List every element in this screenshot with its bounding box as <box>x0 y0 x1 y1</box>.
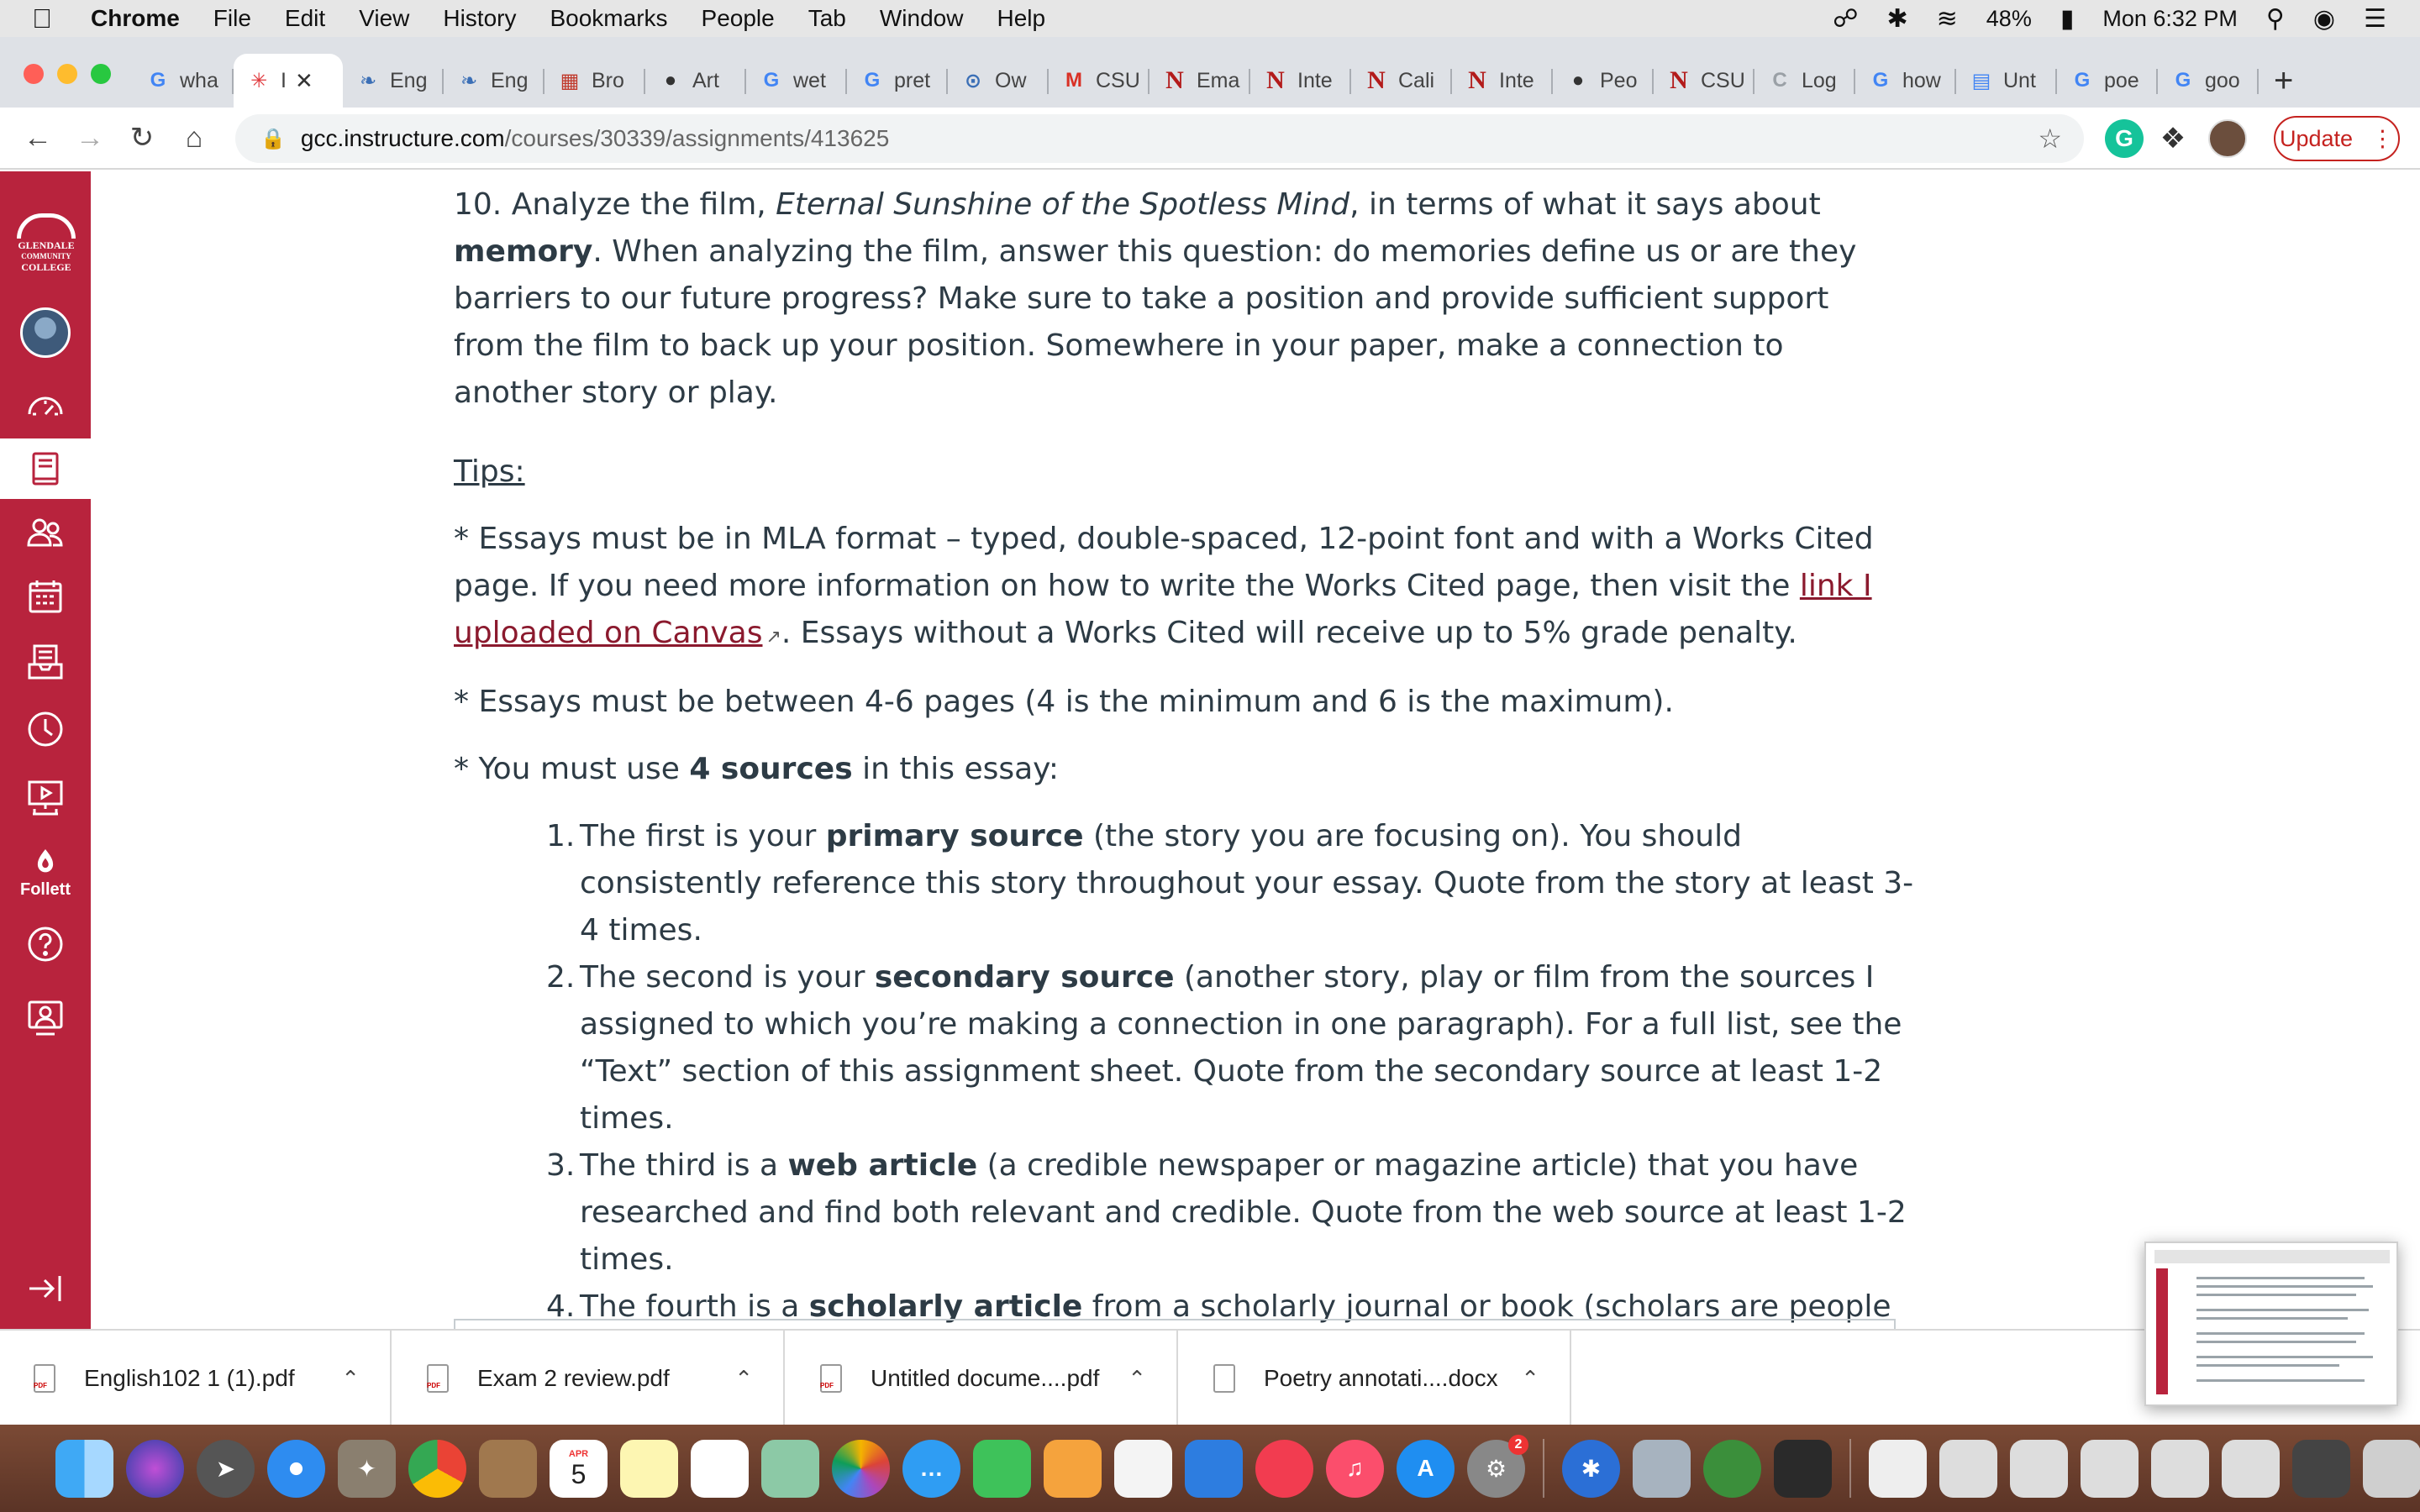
dashboard-icon[interactable] <box>0 375 91 435</box>
browser-tab[interactable] <box>1049 54 1150 108</box>
edge-icon: ❧ <box>460 69 478 92</box>
download-filename: Untitled docume....pdf <box>871 1365 1100 1391</box>
menu-history[interactable]: History <box>443 5 517 31</box>
document-file-icon <box>1213 1364 1235 1393</box>
source-item: 2. The second is your secondary source (another story, play or film from the sources I assigned to which you’re making a connection in one paragraph). For a full list, see the “Text” section of this assignment sheet. Quote from the secondary source at least 1-2 times. <box>580 954 1924 1142</box>
menu-bookmarks[interactable]: Bookmarks <box>550 5 668 31</box>
chevron-up-icon[interactable]: ⌃ <box>341 1365 360 1391</box>
window-preview-6[interactable] <box>2292 1440 2350 1498</box>
app-store-icon[interactable]: A <box>1397 1440 1455 1498</box>
window-preview-1[interactable] <box>1939 1440 1997 1498</box>
tab-label: Peo <box>1600 68 1638 92</box>
tab-label: Bro <box>592 68 624 92</box>
grammarly-icon[interactable]: G <box>2105 119 2144 158</box>
n-icon: N <box>1165 66 1184 94</box>
creative-cloud-icon[interactable]: ☍ <box>1833 4 1859 33</box>
bluetooth-file-exchange-icon[interactable]: ✱ <box>1562 1440 1620 1498</box>
macos-menu-bar <box>0 0 2420 37</box>
news-icon[interactable] <box>1255 1440 1313 1498</box>
window-preview-4[interactable] <box>2151 1440 2209 1498</box>
bluetooth-icon[interactable]: ✱ <box>1886 4 1908 33</box>
source-number: 1. <box>546 819 576 853</box>
browser-tab[interactable] <box>1150 54 1250 108</box>
menu-people[interactable]: People <box>701 5 775 31</box>
browser-tab[interactable] <box>1754 54 1855 108</box>
browser-tab[interactable] <box>847 54 948 108</box>
tab-label: pret <box>894 68 931 92</box>
cas-icon: C <box>1772 69 1787 92</box>
chevron-up-icon[interactable]: ⌃ <box>1521 1365 1539 1391</box>
bookmark-star-icon[interactable]: ☆ <box>2038 123 2062 154</box>
tab-label: Ema <box>1197 68 1240 92</box>
history-clock-icon[interactable] <box>0 699 91 759</box>
cursor-app-icon[interactable] <box>1703 1440 1761 1498</box>
trash-icon[interactable] <box>2363 1440 2420 1498</box>
apple-icon[interactable] <box>32 3 64 34</box>
browser-tab[interactable] <box>2158 54 2259 108</box>
close-tab-icon[interactable]: ✕ <box>294 67 313 93</box>
browser-tab[interactable] <box>1250 54 1351 108</box>
menu-items <box>91 5 1079 32</box>
google-icon: G <box>2175 69 2191 92</box>
reminders-icon[interactable] <box>691 1440 749 1498</box>
glendale-college-logo[interactable]: GLENDALE COMMUNITY COLLEGE <box>7 213 86 264</box>
system-preferences-icon[interactable]: ⚙ 2 <box>1467 1440 1525 1498</box>
downloads-bar <box>0 1329 2420 1425</box>
tutoring-icon[interactable] <box>0 988 91 1048</box>
download-item[interactable] <box>393 1331 785 1426</box>
tab-label: Unt <box>2003 68 2036 92</box>
studio-video-icon[interactable] <box>0 768 91 828</box>
maps-icon[interactable] <box>761 1440 819 1498</box>
menu-clock[interactable]: Mon 6:32 PM <box>2102 5 2238 31</box>
tab-label: CSU <box>1096 68 1140 92</box>
tabs <box>133 54 2293 108</box>
chevron-up-icon[interactable]: ⌃ <box>734 1365 753 1391</box>
download-item[interactable] <box>0 1331 392 1426</box>
battery-icon[interactable]: ▮ <box>2060 4 2075 33</box>
grid-icon: ▦ <box>560 69 580 92</box>
window-preview-5[interactable] <box>2222 1440 2280 1498</box>
browser-tab[interactable] <box>343 54 444 108</box>
forward-arrow-icon[interactable]: → <box>76 121 104 154</box>
screenshot-thumbnail[interactable] <box>2144 1242 2398 1406</box>
menu-window[interactable]: Window <box>879 5 964 31</box>
sources-tip: * You must use 4 sources in this essay: <box>454 752 1059 786</box>
google-icon: G <box>864 69 881 92</box>
menu-file[interactable]: File <box>213 5 251 31</box>
safari-icon[interactable] <box>267 1440 325 1498</box>
spotlight-search-icon[interactable]: ⚲ <box>2265 4 2285 33</box>
battery-percent[interactable]: 48% <box>1986 5 2032 31</box>
back-arrow-icon[interactable]: ← <box>24 121 52 154</box>
wifi-icon[interactable]: ≋ <box>1936 4 1958 33</box>
download-filename: Exam 2 review.pdf <box>477 1365 670 1391</box>
url-path: /courses/30339/assignments/413625 <box>504 125 890 151</box>
download-filename: English102 1 (1).pdf <box>84 1365 295 1391</box>
menu-view[interactable]: View <box>359 5 410 31</box>
groups-icon[interactable] <box>0 502 91 563</box>
n-icon: N <box>1670 66 1688 94</box>
help-icon[interactable] <box>0 914 91 974</box>
update-label: Update <box>2279 125 2354 151</box>
tab-label: CSU <box>1701 68 1745 92</box>
tab-label: how <box>1902 68 1941 92</box>
browser-tab[interactable] <box>1956 54 2057 108</box>
globe-icon: ● <box>664 69 677 92</box>
google-icon: G <box>763 69 780 92</box>
tab-label: Ow <box>995 68 1027 92</box>
download-filename: Poetry annotati....docx <box>1264 1365 1498 1391</box>
browser-tab[interactable] <box>2057 54 2158 108</box>
menu-edit[interactable]: Edit <box>284 5 326 31</box>
gmail-icon: M <box>1065 69 1082 92</box>
source-item: 1. The first is your primary source (the story you are focusing on). You should consistently reference this story throughout your essay. Quote from the story at least 3-4 times. <box>580 813 1924 954</box>
home-icon[interactable]: ⌂ <box>185 121 203 154</box>
window-controls <box>24 64 111 84</box>
tab-label: Eng <box>491 68 529 92</box>
follett-icon[interactable] <box>0 835 91 911</box>
source-item: 3. The third is a web article (a credible newspaper or magazine article) that you have researched and find both relevant and credible. Quote from the web source at least 1-2 times. <box>580 1142 1924 1284</box>
tab-label: Inte <box>1499 68 1534 92</box>
photos-icon[interactable] <box>832 1440 890 1498</box>
n-icon: N <box>1266 66 1285 94</box>
status-area <box>1833 0 2386 37</box>
tab-label: I <box>281 68 287 92</box>
tab-label: Inte <box>1297 68 1333 92</box>
tab-label: Art <box>692 68 719 92</box>
tab-label: wet <box>793 68 826 92</box>
menu-tab[interactable]: Tab <box>808 5 846 31</box>
update-button[interactable] <box>2274 116 2400 161</box>
siri-dock-icon[interactable] <box>126 1440 184 1498</box>
music-icon[interactable]: ♫ <box>1326 1440 1384 1498</box>
source-number: 3. <box>546 1148 576 1183</box>
inbox-icon[interactable] <box>0 632 91 692</box>
canvas-global-nav <box>0 171 91 1329</box>
notebook-icon[interactable] <box>479 1440 537 1498</box>
download-item[interactable] <box>1180 1331 1571 1426</box>
tab-label: poe <box>2104 68 2139 92</box>
external-link-icon[interactable]: ↗ <box>765 627 781 648</box>
tab-label: goo <box>2205 68 2240 92</box>
globe-icon: ● <box>1571 69 1585 92</box>
browser-tab[interactable] <box>1553 54 1654 108</box>
source-item: 4. The fourth is a scholarly article from a scholarly journal or book (scholars are people <box>580 1284 1924 1425</box>
browser-tab[interactable] <box>234 54 343 108</box>
prompt-paragraph: 10. Analyze the film, Eternal Sunshine of the Spotless Mind, in terms of what it says about memory. When analyzing the film, answer this question: do memories define us or are they barriers to our future progress? Make sure to take a position and provide sufficient support from the film to back up your position. Somewhere in your paper, make a connection to another story or play. <box>454 187 1857 410</box>
profile-avatar[interactable] <box>2208 119 2247 158</box>
menu-app-name[interactable]: Chrome <box>91 5 180 31</box>
edge-icon: ❧ <box>359 69 377 92</box>
launchpad-icon[interactable]: ➤ <box>197 1440 255 1498</box>
pdf-file-icon <box>820 1364 842 1393</box>
numbers-icon[interactable] <box>1114 1440 1172 1498</box>
owl-icon: ⊙ <box>964 69 982 92</box>
browser-tab[interactable] <box>1855 54 1956 108</box>
chevron-up-icon[interactable]: ⌃ <box>1128 1365 1146 1391</box>
reload-icon[interactable]: ↻ <box>129 122 155 154</box>
source-number: 4. <box>546 1289 576 1324</box>
mail-bird-icon[interactable]: ✦ <box>338 1440 396 1498</box>
browser-tab[interactable] <box>1654 54 1754 108</box>
source-number: 2. <box>546 960 576 995</box>
tab-label: wha <box>180 68 218 92</box>
browser-tab[interactable] <box>746 54 847 108</box>
window-preview-2[interactable] <box>2010 1440 2068 1498</box>
browser-tab[interactable] <box>948 54 1049 108</box>
mla-format-tip: * Essays must be in MLA format – typed, double-spaced, 12-point font and with a Works Cited page. If you need more information on how to write the Works Cited page, then visit the link I uploaded on Canvas ↗. Essays without a Works Cited will receive up to 5% grade penalty. <box>454 522 1874 650</box>
document-stack-icon[interactable] <box>1869 1440 1927 1498</box>
calendar-dock-icon[interactable]: APR 5 <box>550 1440 608 1498</box>
monitor-app-icon[interactable] <box>1774 1440 1832 1498</box>
browser-tab[interactable] <box>1351 54 1452 108</box>
follett-label: Follett <box>20 879 71 899</box>
macos-dock <box>0 1425 2420 1512</box>
courses-icon[interactable] <box>0 438 91 499</box>
siri-icon[interactable]: ◉ <box>2312 4 2336 33</box>
facetime-icon[interactable] <box>973 1440 1031 1498</box>
messages-icon[interactable]: … <box>902 1440 960 1498</box>
works-cited-link[interactable]: link I uploaded on Canvas <box>454 569 1872 650</box>
n-icon: N <box>1367 66 1386 94</box>
browser-toolbar <box>0 108 2420 170</box>
google-icon: G <box>1872 69 1889 92</box>
keynote-icon[interactable] <box>1185 1440 1243 1498</box>
pdf-file-icon <box>427 1364 449 1393</box>
canvas-icon: ✳ <box>250 69 268 92</box>
tab-strip <box>0 37 2420 108</box>
menu-help[interactable]: Help <box>997 5 1046 31</box>
pdf-file-icon <box>34 1364 55 1393</box>
browser-tab[interactable] <box>133 54 234 108</box>
kebab-menu-icon[interactable]: ⋮ <box>2371 125 2395 151</box>
browser-tab[interactable] <box>1452 54 1553 108</box>
docs-icon: ▤ <box>1971 69 1991 92</box>
chrome-dock-icon[interactable] <box>408 1440 466 1498</box>
google-icon: G <box>2074 69 2091 92</box>
page-length-tip: * Essays must be between 4-6 pages (4 is the minimum and 6 is the maximum). <box>454 685 1674 719</box>
collapse-nav-icon[interactable] <box>0 1258 91 1319</box>
pages-icon[interactable] <box>1044 1440 1102 1498</box>
tips-heading: Tips: <box>454 454 525 489</box>
tab-label: Cali <box>1398 68 1435 92</box>
google-icon: G <box>150 69 166 92</box>
url-host: gcc.instructure.com <box>300 125 505 151</box>
minimize-window-button[interactable] <box>57 64 77 84</box>
film-title: Eternal Sunshine of the Spotless Mind <box>776 187 1350 222</box>
assignment-content <box>454 171 1914 1329</box>
tab-label: Eng <box>390 68 428 92</box>
tab-label: Log <box>1802 68 1837 92</box>
extensions-puzzle-icon[interactable]: ❖ <box>2160 123 2186 155</box>
lock-icon[interactable]: 🔒 <box>260 127 286 150</box>
new-tab-plus-icon[interactable]: + <box>2274 61 2294 99</box>
address-bar[interactable] <box>235 114 2084 163</box>
account-avatar[interactable] <box>20 307 71 358</box>
window-preview-3[interactable] <box>2081 1440 2139 1498</box>
preview-icon[interactable] <box>1633 1440 1691 1498</box>
download-item[interactable] <box>786 1331 1178 1426</box>
browser-tab[interactable] <box>444 54 544 108</box>
browser-tab[interactable] <box>645 54 746 108</box>
notification-badge: 2 <box>1508 1435 1528 1455</box>
notification-center-icon[interactable]: ☰ <box>2364 4 2386 33</box>
close-window-button[interactable] <box>24 64 44 84</box>
notes-icon[interactable] <box>620 1440 678 1498</box>
n-icon: N <box>1468 66 1486 94</box>
zoom-window-button[interactable] <box>91 64 111 84</box>
finder-icon[interactable] <box>55 1440 113 1498</box>
browser-tab[interactable] <box>544 54 645 108</box>
calendar-icon[interactable] <box>0 566 91 627</box>
